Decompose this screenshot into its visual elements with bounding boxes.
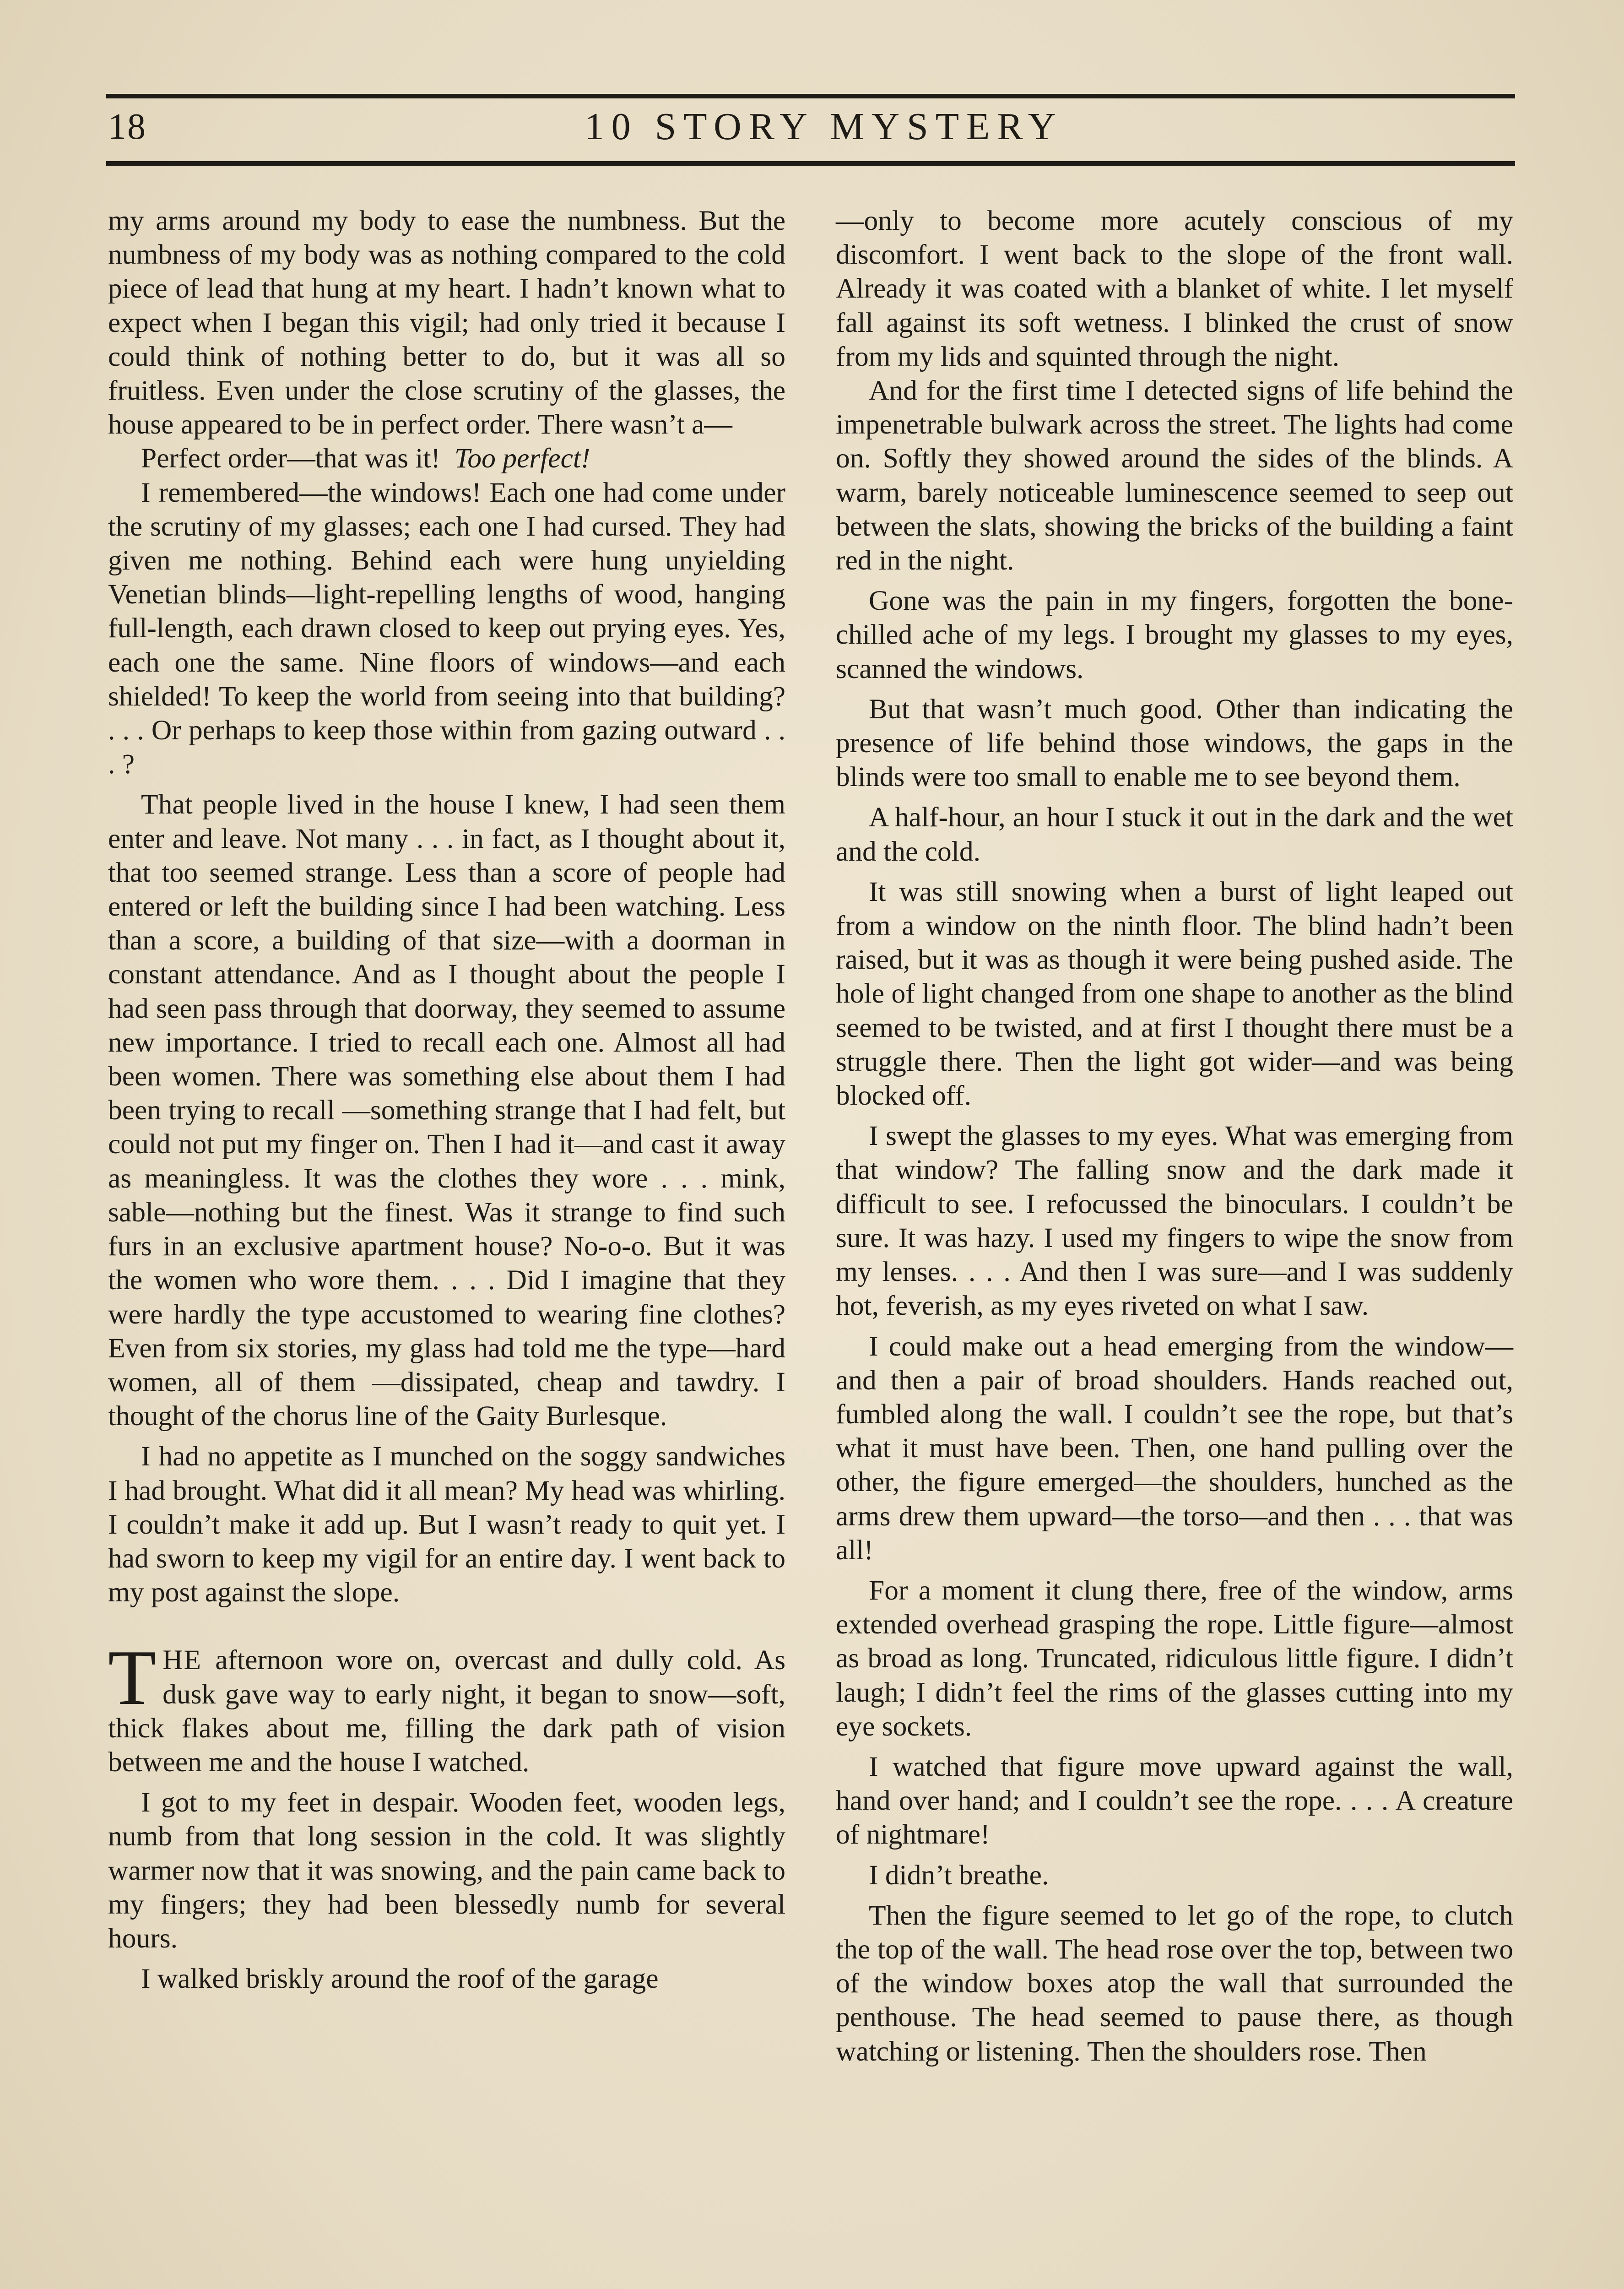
- paragraph: It was still snowing when a burst of light leaped out from a window on the ninth floor. The blind hadn’t been raised, but it was as though it were being pushed aside. The hole of light changed from one shape to another as the blind seemed to be twisted, and at first I thought there must be a struggle there. Then the light got wider—and was being blocked off.: [836, 876, 1513, 1112]
- paragraph-text: afternoon wore on, overcast and dully cold. As dusk gave way to early night, it began to snow—soft, thick flakes about me, filling the dark path of vision between me and the house I watched.: [108, 1644, 786, 1778]
- paragraph: I could make out a head emerging from the window—and then a pair of broad shoulders. Hands reached out, fumbled along the wall. I couldn’t see the rope, but that’s what it must have been. Then, one hand pulling over the other, the figure emerged—the shoulders, hunched as the arms drew them upward—the torso—and then . . . that was all!: [836, 1330, 1513, 1566]
- paragraph-text: Perfect order—that was it!: [141, 443, 441, 474]
- drop-cap-rest: HE: [162, 1644, 202, 1676]
- paragraph: I got to my feet in despair. Wooden feet, wooden legs, numb from that long session in the cold. It was slightly warmer now that it was snowing, and the pain came back to my fingers; they had been blessedly numb for several hours.: [108, 1787, 785, 1954]
- header-rule-bottom: [106, 161, 1515, 166]
- italic-phrase: Too perfect!: [454, 443, 590, 474]
- left-column: [108, 204, 785, 1996]
- paragraph: That people lived in the house I knew, I had seen them enter and leave. Not many . . . in fact, as I thought about it, that too seemed strange. Less than a score of people had entered or left the building since I had been watching. Less than a score, a building of that size—with a doorman in constant attendance. And as I thought about the people I had seen pass through that doorway, they seemed to assume new importance. I tried to recall each one. Almost all had been women. There was something else about them I had been trying to recall —something strange that I had felt, but could not put my finger on. Then I had it—and cast it away as meaningless. It was the clothes they wore . . . mink, sable—nothing but the finest. Was it strange to find such furs in an exclusive apartment house? No-o-o. But it was the women who wore them. . . . Did I imagine that they were hardly the type accustomed to wearing fine clothes? Even from six stories, my glass had told me the type—hard women, all of them —dissipated, cheap and tawdry. I thought of the chorus line of the Gaity Burlesque.: [108, 789, 785, 1432]
- paragraph: —only to become more acutely conscious of my discomfort. I went back to the slope of the front wall. Already it was coated with a blanket of white. I let myself fall against its soft wetness. I blinked the crust of snow from my lids and squinted through the night.: [836, 205, 1513, 372]
- paragraph: A half-hour, an hour I stuck it out in the dark and the wet and the cold.: [836, 802, 1513, 867]
- drop-cap: T: [108, 1634, 157, 1722]
- paragraph: I swept the glasses to my eyes. What was emerging from that window? The falling snow and the dark made it difficult to see. I refocussed the binoculars. I couldn’t be sure. It was hazy. I used my fingers to wipe the snow from my lenses. . . . And then I was sure—and I was suddenly hot, feverish, as my eyes riveted on what I saw.: [836, 1120, 1513, 1322]
- paragraph: my arms around my body to ease the numbness. But the numbness of my body was as nothing compared to the cold piece of lead that hung at my heart. I hadn’t known what to expect when I began this vigil; had only tried it because I could think of nothing better to do, but it was all so fruitless. Even under the close scrutiny of the glasses, the house appeared to be in perfect order. There wasn’t a—: [108, 205, 785, 440]
- paragraph: I remembered—the windows! Each one had come under the scrutiny of my glasses; each one I had cursed. They had given me nothing. Behind each were hung unyielding Venetian blinds—light-repelling lengths of wood, hanging full-length, each drawn closed to keep out prying eyes. Yes, each one the same. Nine floors of windows—and each shielded! To keep the world from seeing into that building? . . . Or perhaps to keep those within from gazing outward . . . ?: [108, 477, 785, 780]
- paragraph: Gone was the pain in my fingers, forgotten the bone-chilled ache of my legs. I brought my glasses to my eyes, scanned the windows.: [836, 585, 1513, 684]
- paragraph: I walked briskly around the roof of the garage: [141, 1963, 659, 1995]
- paragraph: I didn’t breathe.: [869, 1859, 1049, 1891]
- paragraph: I watched that figure move upward against the wall, hand over hand; and I couldn’t see the rope. . . . A creature of nightmare!: [836, 1751, 1513, 1850]
- paragraph: Then the figure seemed to let go of the rope, to clutch the top of the wall. The head rose over the top, between two of the window boxes atop the wall that surrounded the penthouse. The head seemed to pause there, as though watching or listening. Then the shoulders rose. Then: [836, 1899, 1513, 2067]
- paragraph: But that wasn’t much good. Other than indicating the presence of life behind those windows, the gaps in the blinds were too small to enable me to see beyond them.: [836, 693, 1513, 793]
- header-rule-top: [106, 94, 1515, 98]
- right-column: [836, 204, 1513, 2068]
- paragraph: [108, 441, 785, 475]
- page-number: 18: [108, 107, 146, 147]
- magazine-title: 10 STORY MYSTERY: [585, 105, 1063, 148]
- section-opening-paragraph: [108, 1634, 786, 1779]
- paragraph: And for the first time I detected signs of life behind the impenetrable bulwark across the street. The lights had come on. Softly they showed around the sides of the blinds. A warm, barely noticeable luminescence seemed to seep out between the slats, showing the bricks of the building a faint red in the night.: [836, 375, 1513, 576]
- paragraph: For a moment it clung there, free of the window, arms extended overhead grasping the rope. Little figure—almost as broad as long. Truncated, ridiculous little figure. I didn’t laugh; I didn’t feel the rims of the glasses cutting into my eye sockets.: [836, 1574, 1513, 1742]
- paragraph: I had no appetite as I munched on the soggy sandwiches I had brought. What did it all mean? My head was whirling. I couldn’t make it add up. But I wasn’t ready to quit yet. I had sworn to keep my vigil for an entire day. I went back to my post against the slope.: [108, 1441, 785, 1608]
